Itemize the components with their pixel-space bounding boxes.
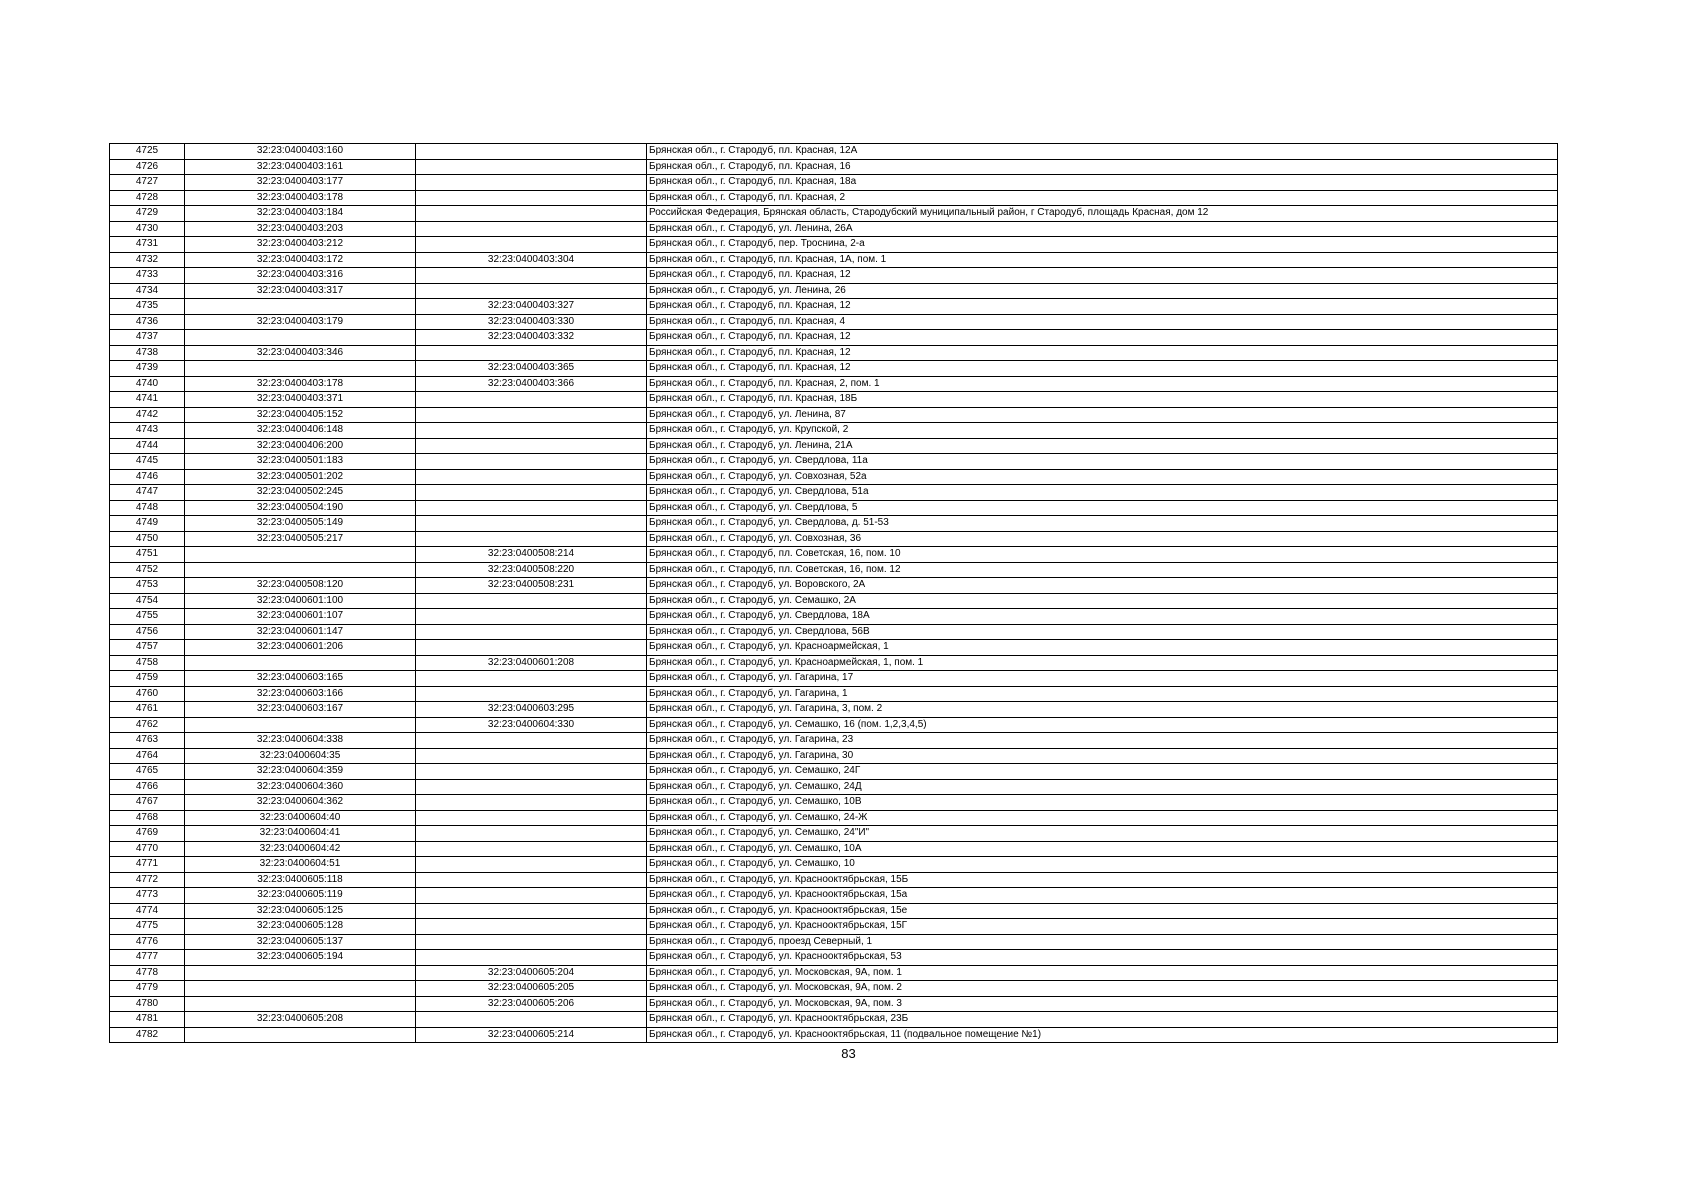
- premises-cadastral-number-cell: [416, 764, 647, 780]
- cadastral-number-cell: [185, 996, 416, 1012]
- table-row: [110, 888, 1558, 904]
- premises-cadastral-number-cell: [416, 454, 647, 470]
- address-cell: Брянская обл., г. Стародуб, ул. Семашко, 10: [647, 857, 1558, 873]
- table-row: [110, 950, 1558, 966]
- premises-cadastral-number-cell: [416, 159, 647, 175]
- table-row: [110, 485, 1558, 501]
- row-number-cell: 4757: [110, 640, 185, 656]
- cadastral-number-cell: 32:23:0400604:338: [185, 733, 416, 749]
- cadastral-number-cell: 32:23:0400403:177: [185, 175, 416, 191]
- cadastral-number-cell: 32:23:0400403:184: [185, 206, 416, 222]
- table-row: [110, 469, 1558, 485]
- cadastral-number-cell: 32:23:0400604:41: [185, 826, 416, 842]
- premises-cadastral-number-cell: 32:23:0400508:214: [416, 547, 647, 563]
- row-number-cell: 4746: [110, 469, 185, 485]
- address-cell: Брянская обл., г. Стародуб, пл. Красная, 16: [647, 159, 1558, 175]
- premises-cadastral-number-cell: [416, 857, 647, 873]
- table-row: [110, 671, 1558, 687]
- premises-cadastral-number-cell: [416, 485, 647, 501]
- address-cell: Брянская обл., г. Стародуб, ул. Московская, 9А, пом. 1: [647, 965, 1558, 981]
- premises-cadastral-number-cell: [416, 919, 647, 935]
- cadastral-number-cell: 32:23:0400502:245: [185, 485, 416, 501]
- address-cell: Брянская обл., г. Стародуб, ул. Краснооктябрьская, 15е: [647, 903, 1558, 919]
- address-cell: Брянская обл., г. Стародуб, ул. Семашко, 24Д: [647, 779, 1558, 795]
- table-row: [110, 531, 1558, 547]
- premises-cadastral-number-cell: [416, 345, 647, 361]
- address-cell: Российская Федерация, Брянская область, Стародубский муниципальный район, г Стародуб, площадь Красная, дом 12: [647, 206, 1558, 222]
- row-number-cell: 4741: [110, 392, 185, 408]
- table-row: [110, 655, 1558, 671]
- row-number-cell: 4736: [110, 314, 185, 330]
- table-row: [110, 345, 1558, 361]
- cadastral-number-cell: 32:23:0400403:212: [185, 237, 416, 253]
- table-row: [110, 268, 1558, 284]
- address-cell: Брянская обл., г. Стародуб, пл. Красная, 12: [647, 361, 1558, 377]
- address-cell: Брянская обл., г. Стародуб, ул. Семашко, 10А: [647, 841, 1558, 857]
- address-cell: Брянская обл., г. Стародуб, ул. Свердлова, 5: [647, 500, 1558, 516]
- row-number-cell: 4751: [110, 547, 185, 563]
- premises-cadastral-number-cell: [416, 888, 647, 904]
- page-number: 83: [841, 1046, 856, 1061]
- address-cell: Брянская обл., г. Стародуб, пер. Троснина, 2-а: [647, 237, 1558, 253]
- cadastral-number-cell: 32:23:0400403:317: [185, 283, 416, 299]
- table-row: [110, 702, 1558, 718]
- row-number-cell: 4776: [110, 934, 185, 950]
- address-cell: Брянская обл., г. Стародуб, ул. Семашко, 24"И": [647, 826, 1558, 842]
- table-row: [110, 330, 1558, 346]
- premises-cadastral-number-cell: [416, 640, 647, 656]
- premises-cadastral-number-cell: 32:23:0400603:295: [416, 702, 647, 718]
- premises-cadastral-number-cell: [416, 826, 647, 842]
- address-cell: Брянская обл., г. Стародуб, ул. Семашко, 16 (пом. 1,2,3,4,5): [647, 717, 1558, 733]
- row-number-cell: 4760: [110, 686, 185, 702]
- table-row: [110, 423, 1558, 439]
- premises-cadastral-number-cell: [416, 423, 647, 439]
- cadastral-number-cell: 32:23:0400605:118: [185, 872, 416, 888]
- address-cell: Брянская обл., г. Стародуб, проезд Северный, 1: [647, 934, 1558, 950]
- premises-cadastral-number-cell: [416, 1012, 647, 1028]
- cadastral-number-cell: 32:23:0400604:360: [185, 779, 416, 795]
- table-row: [110, 686, 1558, 702]
- table-row: [110, 252, 1558, 268]
- table-row: [110, 826, 1558, 842]
- table-row: [110, 175, 1558, 191]
- table-row: [110, 283, 1558, 299]
- cadastral-number-cell: 32:23:0400601:100: [185, 593, 416, 609]
- premises-cadastral-number-cell: [416, 206, 647, 222]
- row-number-cell: 4742: [110, 407, 185, 423]
- table-row: [110, 547, 1558, 563]
- premises-cadastral-number-cell: [416, 872, 647, 888]
- row-number-cell: 4752: [110, 562, 185, 578]
- address-cell: Брянская обл., г. Стародуб, ул. Свердлова, 51а: [647, 485, 1558, 501]
- cadastral-number-cell: 32:23:0400508:120: [185, 578, 416, 594]
- row-number-cell: 4777: [110, 950, 185, 966]
- address-cell: Брянская обл., г. Стародуб, ул. Семашко, 24-Ж: [647, 810, 1558, 826]
- row-number-cell: 4725: [110, 144, 185, 160]
- address-cell: Брянская обл., г. Стародуб, пл. Советская, 16, пом. 10: [647, 547, 1558, 563]
- table-row: [110, 795, 1558, 811]
- premises-cadastral-number-cell: [416, 748, 647, 764]
- premises-cadastral-number-cell: [416, 175, 647, 191]
- address-cell: Брянская обл., г. Стародуб, ул. Свердлова, 56В: [647, 624, 1558, 640]
- table-row: [110, 578, 1558, 594]
- table-row: [110, 593, 1558, 609]
- row-number-cell: 4753: [110, 578, 185, 594]
- premises-cadastral-number-cell: 32:23:0400403:327: [416, 299, 647, 315]
- table-row: [110, 1012, 1558, 1028]
- cadastral-number-cell: 32:23:0400406:148: [185, 423, 416, 439]
- table-row: [110, 717, 1558, 733]
- table-row: [110, 996, 1558, 1012]
- row-number-cell: 4764: [110, 748, 185, 764]
- address-cell: Брянская обл., г. Стародуб, ул. Ленина, 87: [647, 407, 1558, 423]
- address-cell: Брянская обл., г. Стародуб, ул. Краснооктябрьская, 23Б: [647, 1012, 1558, 1028]
- cadastral-number-cell: 32:23:0400605:194: [185, 950, 416, 966]
- premises-cadastral-number-cell: [416, 268, 647, 284]
- row-number-cell: 4743: [110, 423, 185, 439]
- address-cell: Брянская обл., г. Стародуб, пл. Красная, 12: [647, 299, 1558, 315]
- row-number-cell: 4737: [110, 330, 185, 346]
- table-row: [110, 1027, 1558, 1043]
- address-cell: Брянская обл., г. Стародуб, пл. Красная, 4: [647, 314, 1558, 330]
- cadastral-number-cell: 32:23:0400504:190: [185, 500, 416, 516]
- cadastral-number-cell: 32:23:0400505:149: [185, 516, 416, 532]
- premises-cadastral-number-cell: [416, 841, 647, 857]
- row-number-cell: 4730: [110, 221, 185, 237]
- table-row: [110, 361, 1558, 377]
- row-number-cell: 4782: [110, 1027, 185, 1043]
- address-cell: Брянская обл., г. Стародуб, ул. Красноармейская, 1, пом. 1: [647, 655, 1558, 671]
- address-cell: Брянская обл., г. Стародуб, пл. Советская, 16, пом. 12: [647, 562, 1558, 578]
- address-cell: Брянская обл., г. Стародуб, ул. Московская, 9А, пом. 2: [647, 981, 1558, 997]
- cadastral-number-cell: 32:23:0400605:125: [185, 903, 416, 919]
- cadastral-number-cell: 32:23:0400501:183: [185, 454, 416, 470]
- table-row: [110, 237, 1558, 253]
- address-cell: Брянская обл., г. Стародуб, пл. Красная, 1А, пом. 1: [647, 252, 1558, 268]
- address-cell: Брянская обл., г. Стародуб, пл. Красная, 12: [647, 345, 1558, 361]
- cadastral-number-cell: 32:23:0400603:166: [185, 686, 416, 702]
- row-number-cell: 4750: [110, 531, 185, 547]
- cadastral-number-cell: [185, 655, 416, 671]
- row-number-cell: 4744: [110, 438, 185, 454]
- row-number-cell: 4732: [110, 252, 185, 268]
- cadastral-number-cell: 32:23:0400604:42: [185, 841, 416, 857]
- row-number-cell: 4771: [110, 857, 185, 873]
- premises-cadastral-number-cell: 32:23:0400403:365: [416, 361, 647, 377]
- table-row: [110, 779, 1558, 795]
- premises-cadastral-number-cell: 32:23:0400508:220: [416, 562, 647, 578]
- row-number-cell: 4738: [110, 345, 185, 361]
- row-number-cell: 4761: [110, 702, 185, 718]
- premises-cadastral-number-cell: 32:23:0400605:206: [416, 996, 647, 1012]
- table-row: [110, 903, 1558, 919]
- premises-cadastral-number-cell: 32:23:0400605:214: [416, 1027, 647, 1043]
- premises-cadastral-number-cell: 32:23:0400403:366: [416, 376, 647, 392]
- row-number-cell: 4762: [110, 717, 185, 733]
- premises-cadastral-number-cell: [416, 531, 647, 547]
- cadastral-number-cell: [185, 330, 416, 346]
- table-row: [110, 190, 1558, 206]
- address-cell: Брянская обл., г. Стародуб, ул. Ленина, 26: [647, 283, 1558, 299]
- table-row: [110, 934, 1558, 950]
- row-number-cell: 4775: [110, 919, 185, 935]
- table-row: [110, 454, 1558, 470]
- row-number-cell: 4769: [110, 826, 185, 842]
- table-row: [110, 810, 1558, 826]
- cadastral-number-cell: 32:23:0400605:137: [185, 934, 416, 950]
- premises-cadastral-number-cell: [416, 190, 647, 206]
- address-cell: Брянская обл., г. Стародуб, ул. Краснооктябрьская, 15а: [647, 888, 1558, 904]
- cadastral-number-cell: [185, 981, 416, 997]
- cadastral-number-cell: 32:23:0400403:316: [185, 268, 416, 284]
- premises-cadastral-number-cell: [416, 671, 647, 687]
- cadastral-number-cell: 32:23:0400601:147: [185, 624, 416, 640]
- row-number-cell: 4731: [110, 237, 185, 253]
- table-row: [110, 748, 1558, 764]
- row-number-cell: 4728: [110, 190, 185, 206]
- cadastral-number-cell: [185, 299, 416, 315]
- cadastral-number-cell: [185, 1027, 416, 1043]
- table-row: [110, 206, 1558, 222]
- address-cell: Брянская обл., г. Стародуб, пл. Красная, 12А: [647, 144, 1558, 160]
- row-number-cell: 4735: [110, 299, 185, 315]
- cadastral-number-cell: 32:23:0400605:128: [185, 919, 416, 935]
- row-number-cell: 4770: [110, 841, 185, 857]
- premises-cadastral-number-cell: [416, 221, 647, 237]
- cadastral-number-cell: 32:23:0400403:203: [185, 221, 416, 237]
- row-number-cell: 4765: [110, 764, 185, 780]
- premises-cadastral-number-cell: [416, 686, 647, 702]
- row-number-cell: 4759: [110, 671, 185, 687]
- table-row: [110, 221, 1558, 237]
- cadastral-number-cell: 32:23:0400406:200: [185, 438, 416, 454]
- table-row: [110, 981, 1558, 997]
- premises-cadastral-number-cell: 32:23:0400605:204: [416, 965, 647, 981]
- premises-cadastral-number-cell: 32:23:0400508:231: [416, 578, 647, 594]
- table-row: [110, 392, 1558, 408]
- address-cell: Брянская обл., г. Стародуб, ул. Семашко, 2А: [647, 593, 1558, 609]
- address-cell: Брянская обл., г. Стародуб, ул. Гагарина, 17: [647, 671, 1558, 687]
- premises-cadastral-number-cell: [416, 593, 647, 609]
- address-cell: Брянская обл., г. Стародуб, пл. Красная, 18Б: [647, 392, 1558, 408]
- row-number-cell: 4726: [110, 159, 185, 175]
- cadastral-number-cell: [185, 361, 416, 377]
- row-number-cell: 4745: [110, 454, 185, 470]
- cadastral-number-cell: 32:23:0400403:161: [185, 159, 416, 175]
- table-row: [110, 733, 1558, 749]
- address-cell: Брянская обл., г. Стародуб, ул. Гагарина, 3, пом. 2: [647, 702, 1558, 718]
- cadastral-number-cell: 32:23:0400403:179: [185, 314, 416, 330]
- row-number-cell: 4734: [110, 283, 185, 299]
- premises-cadastral-number-cell: [416, 795, 647, 811]
- cadastral-number-cell: 32:23:0400405:152: [185, 407, 416, 423]
- address-cell: Брянская обл., г. Стародуб, ул. Гагарина, 23: [647, 733, 1558, 749]
- cadastral-number-cell: [185, 717, 416, 733]
- table-row: [110, 872, 1558, 888]
- cadastral-number-cell: [185, 965, 416, 981]
- cadastral-number-cell: 32:23:0400501:202: [185, 469, 416, 485]
- premises-cadastral-number-cell: 32:23:0400605:205: [416, 981, 647, 997]
- address-cell: Брянская обл., г. Стародуб, ул. Краснооктябрьская, 15Б: [647, 872, 1558, 888]
- table-row: [110, 764, 1558, 780]
- table-row: [110, 314, 1558, 330]
- premises-cadastral-number-cell: [416, 609, 647, 625]
- address-cell: Брянская обл., г. Стародуб, ул. Краснооктябрьская, 53: [647, 950, 1558, 966]
- premises-cadastral-number-cell: 32:23:0400403:330: [416, 314, 647, 330]
- address-cell: Брянская обл., г. Стародуб, пл. Красная, 12: [647, 268, 1558, 284]
- address-cell: Брянская обл., г. Стародуб, ул. Воровского, 2А: [647, 578, 1558, 594]
- address-cell: Брянская обл., г. Стародуб, ул. Московская, 9А, пом. 3: [647, 996, 1558, 1012]
- row-number-cell: 4740: [110, 376, 185, 392]
- cadastral-number-cell: [185, 547, 416, 563]
- row-number-cell: 4758: [110, 655, 185, 671]
- premises-cadastral-number-cell: [416, 903, 647, 919]
- table-row: [110, 376, 1558, 392]
- table-row: [110, 609, 1558, 625]
- premises-cadastral-number-cell: 32:23:0400601:208: [416, 655, 647, 671]
- premises-cadastral-number-cell: [416, 500, 647, 516]
- row-number-cell: 4749: [110, 516, 185, 532]
- table-row: [110, 640, 1558, 656]
- cadastral-number-cell: 32:23:0400605:208: [185, 1012, 416, 1028]
- premises-cadastral-number-cell: [416, 624, 647, 640]
- address-cell: Брянская обл., г. Стародуб, ул. Семашко, 10В: [647, 795, 1558, 811]
- address-cell: Брянская обл., г. Стародуб, ул. Совхозная, 52а: [647, 469, 1558, 485]
- address-cell: Брянская обл., г. Стародуб, ул. Свердлова, 18А: [647, 609, 1558, 625]
- premises-cadastral-number-cell: [416, 810, 647, 826]
- table-body: [110, 144, 1558, 1043]
- row-number-cell: 4739: [110, 361, 185, 377]
- address-cell: Брянская обл., г. Стародуб, ул. Ленина, 21А: [647, 438, 1558, 454]
- address-cell: Брянская обл., г. Стародуб, ул. Гагарина, 30: [647, 748, 1558, 764]
- address-cell: Брянская обл., г. Стародуб, ул. Совхозная, 36: [647, 531, 1558, 547]
- row-number-cell: 4774: [110, 903, 185, 919]
- table-row: [110, 919, 1558, 935]
- cadastral-number-cell: 32:23:0400403:178: [185, 376, 416, 392]
- row-number-cell: 4772: [110, 872, 185, 888]
- row-number-cell: 4768: [110, 810, 185, 826]
- cadastral-number-cell: 32:23:0400604:35: [185, 748, 416, 764]
- address-cell: Брянская обл., г. Стародуб, ул. Крупской, 2: [647, 423, 1558, 439]
- row-number-cell: 4779: [110, 981, 185, 997]
- premises-cadastral-number-cell: 32:23:0400604:330: [416, 717, 647, 733]
- table-row: [110, 516, 1558, 532]
- address-cell: Брянская обл., г. Стародуб, ул. Ленина, 26А: [647, 221, 1558, 237]
- address-cell: Брянская обл., г. Стародуб, ул. Свердлова, 11а: [647, 454, 1558, 470]
- cadastral-number-cell: 32:23:0400601:206: [185, 640, 416, 656]
- row-number-cell: 4748: [110, 500, 185, 516]
- row-number-cell: 4778: [110, 965, 185, 981]
- cadastral-number-cell: 32:23:0400403:178: [185, 190, 416, 206]
- cadastral-number-cell: 32:23:0400605:119: [185, 888, 416, 904]
- row-number-cell: 4729: [110, 206, 185, 222]
- table-row: [110, 144, 1558, 160]
- table-row: [110, 624, 1558, 640]
- cadastral-number-cell: 32:23:0400601:107: [185, 609, 416, 625]
- premises-cadastral-number-cell: 32:23:0400403:304: [416, 252, 647, 268]
- address-cell: Брянская обл., г. Стародуб, пл. Красная, 2: [647, 190, 1558, 206]
- table-row: [110, 857, 1558, 873]
- address-cell: Брянская обл., г. Стародуб, пл. Красная, 18а: [647, 175, 1558, 191]
- cadastral-number-cell: 32:23:0400604:362: [185, 795, 416, 811]
- premises-cadastral-number-cell: [416, 779, 647, 795]
- address-cell: Брянская обл., г. Стародуб, ул. Гагарина, 1: [647, 686, 1558, 702]
- premises-cadastral-number-cell: [416, 469, 647, 485]
- row-number-cell: 4755: [110, 609, 185, 625]
- address-cell: Брянская обл., г. Стародуб, пл. Красная, 2, пом. 1: [647, 376, 1558, 392]
- table-row: [110, 562, 1558, 578]
- row-number-cell: 4754: [110, 593, 185, 609]
- row-number-cell: 4763: [110, 733, 185, 749]
- premises-cadastral-number-cell: 32:23:0400403:332: [416, 330, 647, 346]
- property-table: [109, 143, 1558, 1043]
- row-number-cell: 4756: [110, 624, 185, 640]
- row-number-cell: 4766: [110, 779, 185, 795]
- table-row: [110, 159, 1558, 175]
- cadastral-number-cell: 32:23:0400603:165: [185, 671, 416, 687]
- cadastral-number-cell: 32:23:0400505:217: [185, 531, 416, 547]
- cadastral-number-cell: 32:23:0400403:346: [185, 345, 416, 361]
- cadastral-number-cell: 32:23:0400604:359: [185, 764, 416, 780]
- premises-cadastral-number-cell: [416, 516, 647, 532]
- table-row: [110, 965, 1558, 981]
- row-number-cell: 4780: [110, 996, 185, 1012]
- premises-cadastral-number-cell: [416, 407, 647, 423]
- premises-cadastral-number-cell: [416, 733, 647, 749]
- cadastral-number-cell: [185, 562, 416, 578]
- table-row: [110, 841, 1558, 857]
- address-cell: Брянская обл., г. Стародуб, пл. Красная, 12: [647, 330, 1558, 346]
- row-number-cell: 4781: [110, 1012, 185, 1028]
- cadastral-number-cell: 32:23:0400603:167: [185, 702, 416, 718]
- cadastral-number-cell: 32:23:0400604:51: [185, 857, 416, 873]
- premises-cadastral-number-cell: [416, 237, 647, 253]
- cadastral-number-cell: 32:23:0400403:371: [185, 392, 416, 408]
- table-row: [110, 438, 1558, 454]
- row-number-cell: 4767: [110, 795, 185, 811]
- table-row: [110, 407, 1558, 423]
- premises-cadastral-number-cell: [416, 950, 647, 966]
- address-cell: Брянская обл., г. Стародуб, ул. Краснооктябрьская, 11 (подвальное помещение №1): [647, 1027, 1558, 1043]
- address-cell: Брянская обл., г. Стародуб, ул. Краснооктябрьская, 15Г: [647, 919, 1558, 935]
- address-cell: Брянская обл., г. Стародуб, ул. Семашко, 24Г: [647, 764, 1558, 780]
- premises-cadastral-number-cell: [416, 392, 647, 408]
- table-row: [110, 500, 1558, 516]
- address-cell: Брянская обл., г. Стародуб, ул. Красноармейская, 1: [647, 640, 1558, 656]
- cadastral-number-cell: 32:23:0400403:172: [185, 252, 416, 268]
- cadastral-number-cell: 32:23:0400403:160: [185, 144, 416, 160]
- premises-cadastral-number-cell: [416, 144, 647, 160]
- premises-cadastral-number-cell: [416, 438, 647, 454]
- row-number-cell: 4773: [110, 888, 185, 904]
- row-number-cell: 4733: [110, 268, 185, 284]
- row-number-cell: 4727: [110, 175, 185, 191]
- premises-cadastral-number-cell: [416, 934, 647, 950]
- table-row: [110, 299, 1558, 315]
- premises-cadastral-number-cell: [416, 283, 647, 299]
- cadastral-number-cell: 32:23:0400604:40: [185, 810, 416, 826]
- address-cell: Брянская обл., г. Стародуб, ул. Свердлова, д. 51-53: [647, 516, 1558, 532]
- row-number-cell: 4747: [110, 485, 185, 501]
